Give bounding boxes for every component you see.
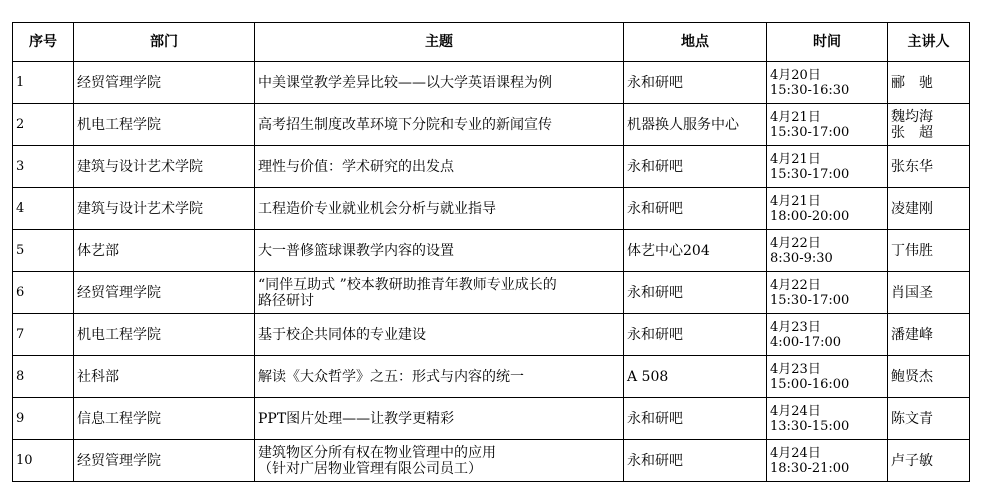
header-dept: 部门	[74, 23, 255, 62]
cell-time	[767, 188, 888, 230]
cell-topic-line: 解读《大众哲学》之五：形式与内容的统一	[258, 368, 524, 385]
header-speaker: 主讲人	[888, 23, 970, 62]
cell-time	[767, 230, 888, 272]
cell-speaker	[888, 398, 970, 440]
header-time: 时间	[767, 23, 888, 62]
cell-speaker-line: 凌建刚	[891, 200, 933, 217]
cell-topic	[255, 230, 624, 272]
cell-topic-line: 工程造价专业就业机会分析与就业指导	[258, 200, 496, 217]
cell-time	[767, 272, 888, 314]
header-row	[13, 23, 970, 62]
cell-dept: 经贸管理学院	[74, 440, 255, 482]
cell-time-line: 4:00-17:00	[770, 334, 842, 350]
cell-topic	[255, 440, 624, 482]
table-row	[13, 230, 970, 272]
cell-time	[767, 62, 888, 104]
table-row	[13, 146, 970, 188]
cell-time	[767, 440, 888, 482]
schedule-table	[12, 22, 970, 482]
cell-speaker	[888, 314, 970, 356]
cell-topic	[255, 146, 624, 188]
cell-no: 4	[13, 188, 74, 230]
cell-no: 8	[13, 356, 74, 398]
cell-place: 永和研吧	[624, 272, 767, 314]
cell-time-line: 4月21日	[770, 151, 821, 167]
cell-place: 体艺中心204	[624, 230, 767, 272]
cell-no: 2	[13, 104, 74, 146]
cell-time	[767, 356, 888, 398]
table-row	[13, 356, 970, 398]
cell-place: A 508	[624, 356, 767, 398]
cell-no: 10	[13, 440, 74, 482]
cell-speaker	[888, 146, 970, 188]
cell-time-line: 4月23日	[770, 319, 821, 335]
cell-topic-line: 大一普修篮球课教学内容的设置	[258, 242, 454, 259]
header-topic: 主题	[255, 23, 624, 62]
table-row	[13, 398, 970, 440]
cell-place: 永和研吧	[624, 188, 767, 230]
cell-topic-line: 理性与价值：学术研究的出发点	[258, 158, 454, 175]
cell-time-line: 15:30-17:00	[770, 292, 850, 308]
cell-topic-line: 基于校企共同体的专业建设	[258, 326, 426, 343]
table-row	[13, 272, 970, 314]
cell-speaker-line: 潘建峰	[891, 326, 933, 343]
cell-place: 永和研吧	[624, 62, 767, 104]
cell-topic-line: 建筑物区分所有权在物业管理中的应用	[258, 444, 496, 461]
cell-time-line: 18:30-21:00	[770, 460, 850, 476]
cell-speaker-line: 陈文青	[891, 410, 933, 427]
cell-dept: 信息工程学院	[74, 398, 255, 440]
cell-speaker-line: 鲍贤杰	[891, 368, 933, 385]
table-row	[13, 104, 970, 146]
cell-topic	[255, 104, 624, 146]
cell-dept: 经贸管理学院	[74, 272, 255, 314]
cell-time-line: 15:30-16:30	[770, 82, 850, 98]
cell-time-line: 4月24日	[770, 403, 821, 419]
cell-speaker-line: 郦 驰	[891, 74, 933, 91]
cell-dept: 经贸管理学院	[74, 62, 255, 104]
cell-no: 3	[13, 146, 74, 188]
cell-topic	[255, 398, 624, 440]
table-row	[13, 440, 970, 482]
cell-topic-line: 高考招生制度改革环境下分院和专业的新闻宣传	[258, 116, 552, 133]
cell-speaker	[888, 272, 970, 314]
cell-speaker	[888, 188, 970, 230]
cell-no: 9	[13, 398, 74, 440]
cell-no: 5	[13, 230, 74, 272]
cell-speaker-line: 魏均海	[891, 108, 933, 125]
table-row	[13, 62, 970, 104]
cell-topic	[255, 356, 624, 398]
cell-dept: 社科部	[74, 356, 255, 398]
cell-place: 永和研吧	[624, 440, 767, 482]
cell-speaker	[888, 62, 970, 104]
header-place: 地点	[624, 23, 767, 62]
cell-time-line: 13:30-15:00	[770, 418, 850, 434]
cell-speaker-line: 卢子敏	[891, 452, 933, 469]
table-row	[13, 188, 970, 230]
cell-topic	[255, 62, 624, 104]
cell-speaker-line: 肖国圣	[891, 284, 933, 301]
cell-topic	[255, 272, 624, 314]
cell-time-line: 15:30-17:00	[770, 166, 850, 182]
cell-place: 永和研吧	[624, 398, 767, 440]
cell-topic-line: 路径研讨	[258, 292, 314, 309]
cell-topic-line: PPT图片处理——让教学更精彩	[258, 410, 455, 427]
cell-dept: 体艺部	[74, 230, 255, 272]
cell-topic	[255, 188, 624, 230]
cell-speaker	[888, 230, 970, 272]
cell-time-line: 4月21日	[770, 109, 821, 125]
cell-time-line: 18:00-20:00	[770, 208, 850, 224]
cell-time-line: 4月22日	[770, 277, 821, 293]
cell-dept: 机电工程学院	[74, 314, 255, 356]
cell-time-line: 4月24日	[770, 445, 821, 461]
cell-topic-line: （针对广居物业管理有限公司员工）	[258, 460, 482, 477]
cell-speaker-line: 张东华	[891, 158, 933, 175]
cell-speaker	[888, 440, 970, 482]
cell-no: 6	[13, 272, 74, 314]
header-no: 序号	[13, 23, 74, 62]
cell-place: 机器换人服务中心	[624, 104, 767, 146]
cell-speaker-line: 丁伟胜	[891, 242, 933, 259]
cell-topic	[255, 314, 624, 356]
cell-time	[767, 146, 888, 188]
cell-speaker-line: 张 超	[891, 124, 933, 141]
cell-speaker	[888, 356, 970, 398]
cell-topic-line: “同伴互助式 ”校本教研助推青年教师专业成长的	[258, 276, 557, 293]
cell-dept: 建筑与设计艺术学院	[74, 188, 255, 230]
table-row	[13, 314, 970, 356]
cell-no: 7	[13, 314, 74, 356]
cell-place: 永和研吧	[624, 146, 767, 188]
cell-speaker	[888, 104, 970, 146]
cell-time-line: 15:30-17:00	[770, 124, 850, 140]
cell-place: 永和研吧	[624, 314, 767, 356]
cell-time-line: 15:00-16:00	[770, 376, 850, 392]
cell-time-line: 4月21日	[770, 193, 821, 209]
cell-dept: 机电工程学院	[74, 104, 255, 146]
cell-time-line: 4月22日	[770, 235, 821, 251]
cell-dept: 建筑与设计艺术学院	[74, 146, 255, 188]
cell-no: 1	[13, 62, 74, 104]
cell-time	[767, 104, 888, 146]
cell-time-line: 4月20日	[770, 67, 821, 83]
cell-time-line: 4月23日	[770, 361, 821, 377]
cell-time	[767, 398, 888, 440]
cell-topic-line: 中美课堂教学差异比较——以大学英语课程为例	[258, 74, 552, 91]
cell-time	[767, 314, 888, 356]
cell-time-line: 8:30-9:30	[770, 250, 833, 266]
